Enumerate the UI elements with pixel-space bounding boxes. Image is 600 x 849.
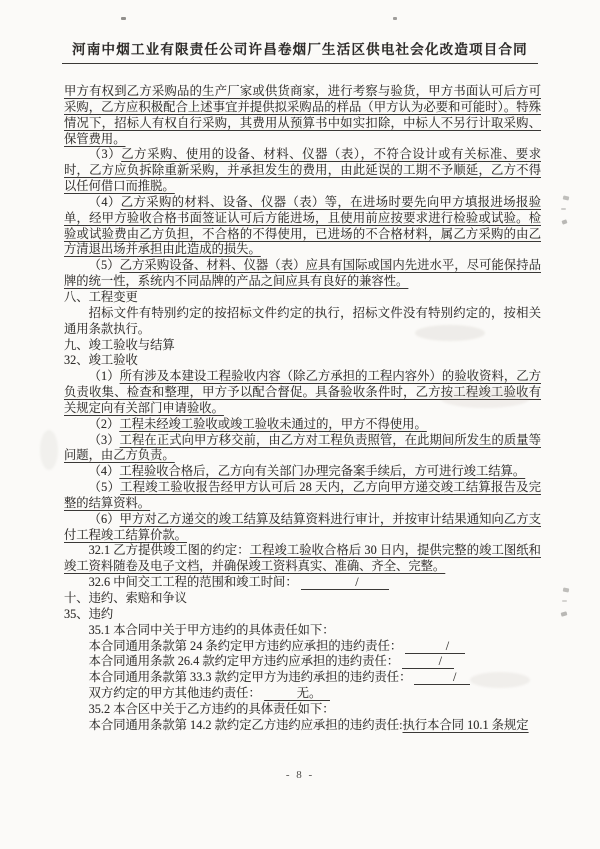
paragraph: [64, 543, 541, 575]
text-run: 招标文件有特别约定的按招标文件约定的执行，招标文件没有特别约定的，按相关通用条款执行。: [64, 305, 541, 336]
paragraph: [64, 654, 541, 670]
text-run: （2）: [88, 416, 120, 431]
scan-edge-mark: [561, 208, 566, 210]
text-run: 执行本合同 10.1 条规定: [402, 717, 529, 732]
page-number: - 8 -: [285, 769, 315, 781]
text-run: 甲方对乙方递交的竣工结算及结算资料进行审计，并按审计结果通知向乙方支付工程竣工结算价款。: [64, 511, 541, 542]
text-run: 所有涉及本建设工程验收内容（除乙方承担的工程内容外）的验收资料，乙方负责收集、检查和整理，甲方予以配合督促。具备验收条件时，乙方按工程竣工验收有关规定向有关部门申请验收。: [64, 369, 541, 415]
paragraph: [64, 147, 541, 195]
text-run: 工程在正式向甲方移交前，由乙方对工程负责照管，在此期间所发生的质量等问题，由乙方负责。: [64, 432, 541, 463]
text-run: 本合同通用条款第 14.2 款约定乙方违约应承担的违约责任:: [88, 717, 403, 732]
text-run: 本合同通用条款第 24 条约定甲方违约应承担的违约责任：: [88, 638, 403, 653]
document-body: [64, 84, 541, 734]
text-run: （1）: [88, 369, 120, 384]
paragraph: [64, 258, 541, 290]
scan-edge-mark: [563, 195, 570, 200]
text-run: （6）: [88, 511, 120, 526]
text-run: 35.1 本合同中关于甲方违约的具体责任如下：: [88, 622, 335, 637]
text-run: 十、违约、索赔和争议: [64, 591, 187, 605]
text-run: 乙方采购设备、材料、仪器（表）应具有国际或国内先进水平，尽可能保持品牌的统一性，系统内不同品牌的产品之间应具有良好的兼容性。: [64, 258, 541, 289]
text-run: 35.2 本合区中关于乙方违约的具体责任如下：: [88, 701, 335, 716]
paragraph: [64, 686, 541, 702]
scan-speck: [121, 17, 126, 20]
fill-in-blank: /: [414, 671, 470, 685]
text-run: 九、竣工验收与结算: [64, 337, 175, 352]
scan-edge-mark: [562, 600, 567, 602]
title-divider: [62, 63, 538, 64]
text-run: 乙方采购的材料、设备、仪器（表）等，在进场时要先向甲方填报进场报验单，经甲方验收合格书面签证认可后方能进场，且使用前应按要求进行检验或试验。检验或试验费由乙方负担，不合格的不得使用，已进场的不合格材料，属乙方采购的由乙方清退出场并承担由此造成的损失。: [64, 194, 541, 257]
paragraph: [64, 702, 541, 718]
section-heading: [64, 607, 541, 623]
text-run: 工程未经竣工验收或竣工验收未通过的，甲方不得使用。: [119, 416, 427, 431]
scan-smudge: [415, 325, 485, 341]
scan-smudge: [40, 430, 58, 470]
paragraph: [64, 417, 541, 433]
fill-in-blank: /: [301, 576, 389, 590]
fill-in-blank: 无。: [264, 687, 330, 701]
section-heading: [64, 591, 541, 607]
text-run: 工程竣工验收报告经甲方认可后 28 天内，乙方向甲方递交竣工结算报告及完整的结算资料。: [64, 480, 541, 510]
contract-title: 河南中烟工业有限责任公司许昌卷烟厂生活区供电社会化改造项目合同: [72, 42, 528, 57]
text-run: 甲方有权到乙方采购品的生产厂家或供货商家，进行考察与验货，甲方书面认可后方可采购，乙方应积极配合上述事宜并提供拟采购品的样品（甲方认为必要和可能时）。特殊情况下，招标人有权自行采购，其费用从预算书中如实扣除，中标人不另行计取采购、保管费用。: [64, 84, 541, 146]
text-run: （3）: [88, 432, 120, 447]
fill-in-blank: /: [405, 640, 465, 654]
paragraph: [64, 84, 541, 147]
text-run: 32.6 中间交工工程的范围和竣工时间：: [88, 575, 298, 590]
text-run: 本合同通用条款 26.4 款约定甲方违约应承担的违约责任：: [88, 654, 400, 669]
paragraph: [64, 718, 541, 734]
section-heading: [64, 338, 541, 354]
section-heading: [64, 353, 541, 369]
text-run: （4）: [88, 194, 121, 209]
text-run: 双方约定的甲方其他违约责任：: [88, 686, 261, 701]
paragraph: [64, 433, 541, 465]
scan-edge-mark: [561, 219, 567, 224]
text-run: 工程验收合格后，乙方向有关部门办理完备案手续后，方可进行竣工结算。: [119, 464, 526, 479]
text-run: 乙方采购、使用的设备、材料、仪器（表），不符合设计或有关标准、要求时，乙方应负拆除重新采购，并承担发生的费用，由此延误的工期不予顺延，乙方不得以任何借口而推脱。: [64, 147, 541, 194]
paragraph: [64, 480, 541, 512]
text-run: （3）: [88, 147, 122, 162]
page-header: [62, 38, 538, 72]
scan-smudge: [440, 388, 530, 408]
scan-edge-mark: [561, 611, 568, 616]
paragraph: [64, 639, 541, 655]
paragraph: [64, 512, 541, 544]
paragraph: [64, 623, 541, 639]
section-heading: [64, 290, 541, 306]
fill-in-blank: /: [402, 655, 454, 669]
text-run: 本合同通用条款第 33.3 款约定甲方为违约承担的违约责任：: [88, 670, 412, 685]
text-run: 35、违约: [64, 606, 114, 621]
text-run: 工程竣工验收合格后 30 日内，提供完整的竣工图纸和竣工资料随卷及电子文档，并确保竣工资料真实、准确、齐全、完整。: [64, 543, 541, 574]
text-run: 32.1 乙方提供竣工图的约定：: [88, 543, 250, 558]
scan-smudge: [470, 672, 530, 688]
text-run: （5）: [88, 258, 120, 273]
text-run: （5）: [88, 480, 121, 495]
paragraph: [64, 575, 541, 591]
text-run: 八、工程变更: [64, 289, 138, 304]
scan-edge-mark: [563, 588, 570, 593]
text-run: （4）: [88, 464, 120, 479]
paragraph: [64, 195, 541, 258]
text-run: 32、竣工验收: [64, 353, 138, 368]
scan-speck: [393, 17, 397, 20]
paragraph: [64, 464, 541, 480]
